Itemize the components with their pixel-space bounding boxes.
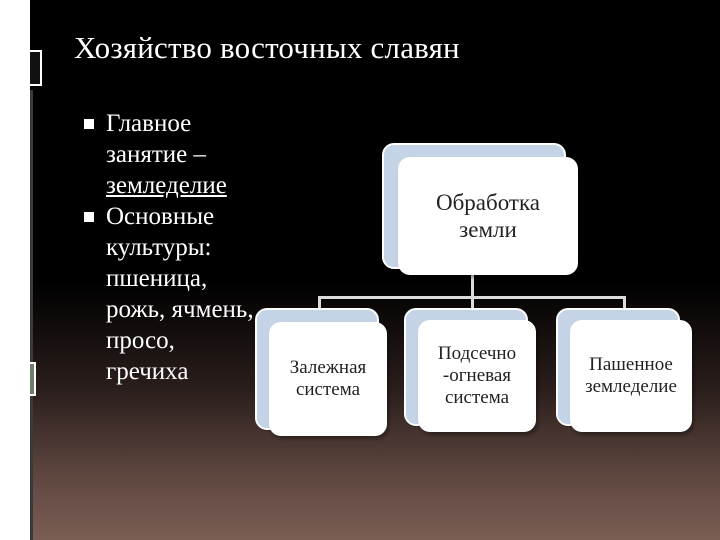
bullet-square-icon [84,119,94,129]
bullet-underlined-term: земледелие [106,172,227,199]
child-node-line: система [295,379,361,400]
bullet-line: рожь, ячмень, [106,296,254,323]
child-node-line: Залежная [289,357,367,378]
child-node-line: Подсечно [437,343,517,364]
child-node-line: система [444,387,510,408]
child-node-pashennoe [556,308,706,443]
child-node-line: -огневая [442,365,512,386]
child-node-zalezhnaya [255,308,395,443]
decor-bar-top [30,50,42,86]
child-node-podsechno [404,308,544,443]
bullet-line: Главное [106,110,192,137]
bullet-line: Основные [106,203,215,230]
bullet-item [80,108,295,201]
decor-bar-mid [30,362,36,396]
root-node [382,143,582,278]
root-node-line: Обработка [435,190,540,215]
root-node-line: земли [459,217,517,242]
bullet-square-icon [84,212,94,222]
decor-line [30,90,33,540]
slide [30,0,720,540]
bullet-line: просо, [106,327,175,354]
bullet-line: гречиха [106,358,189,385]
slide-title: Хозяйство восточных славян [74,30,460,65]
slide-left-margin [0,0,30,540]
bullet-line: пшеница, [106,265,208,292]
bullet-line: культуры: [106,234,212,261]
child-node-line: земледелие [585,376,677,397]
child-node-line: Пашенное [589,354,673,375]
bullet-line: занятие – [106,141,206,168]
